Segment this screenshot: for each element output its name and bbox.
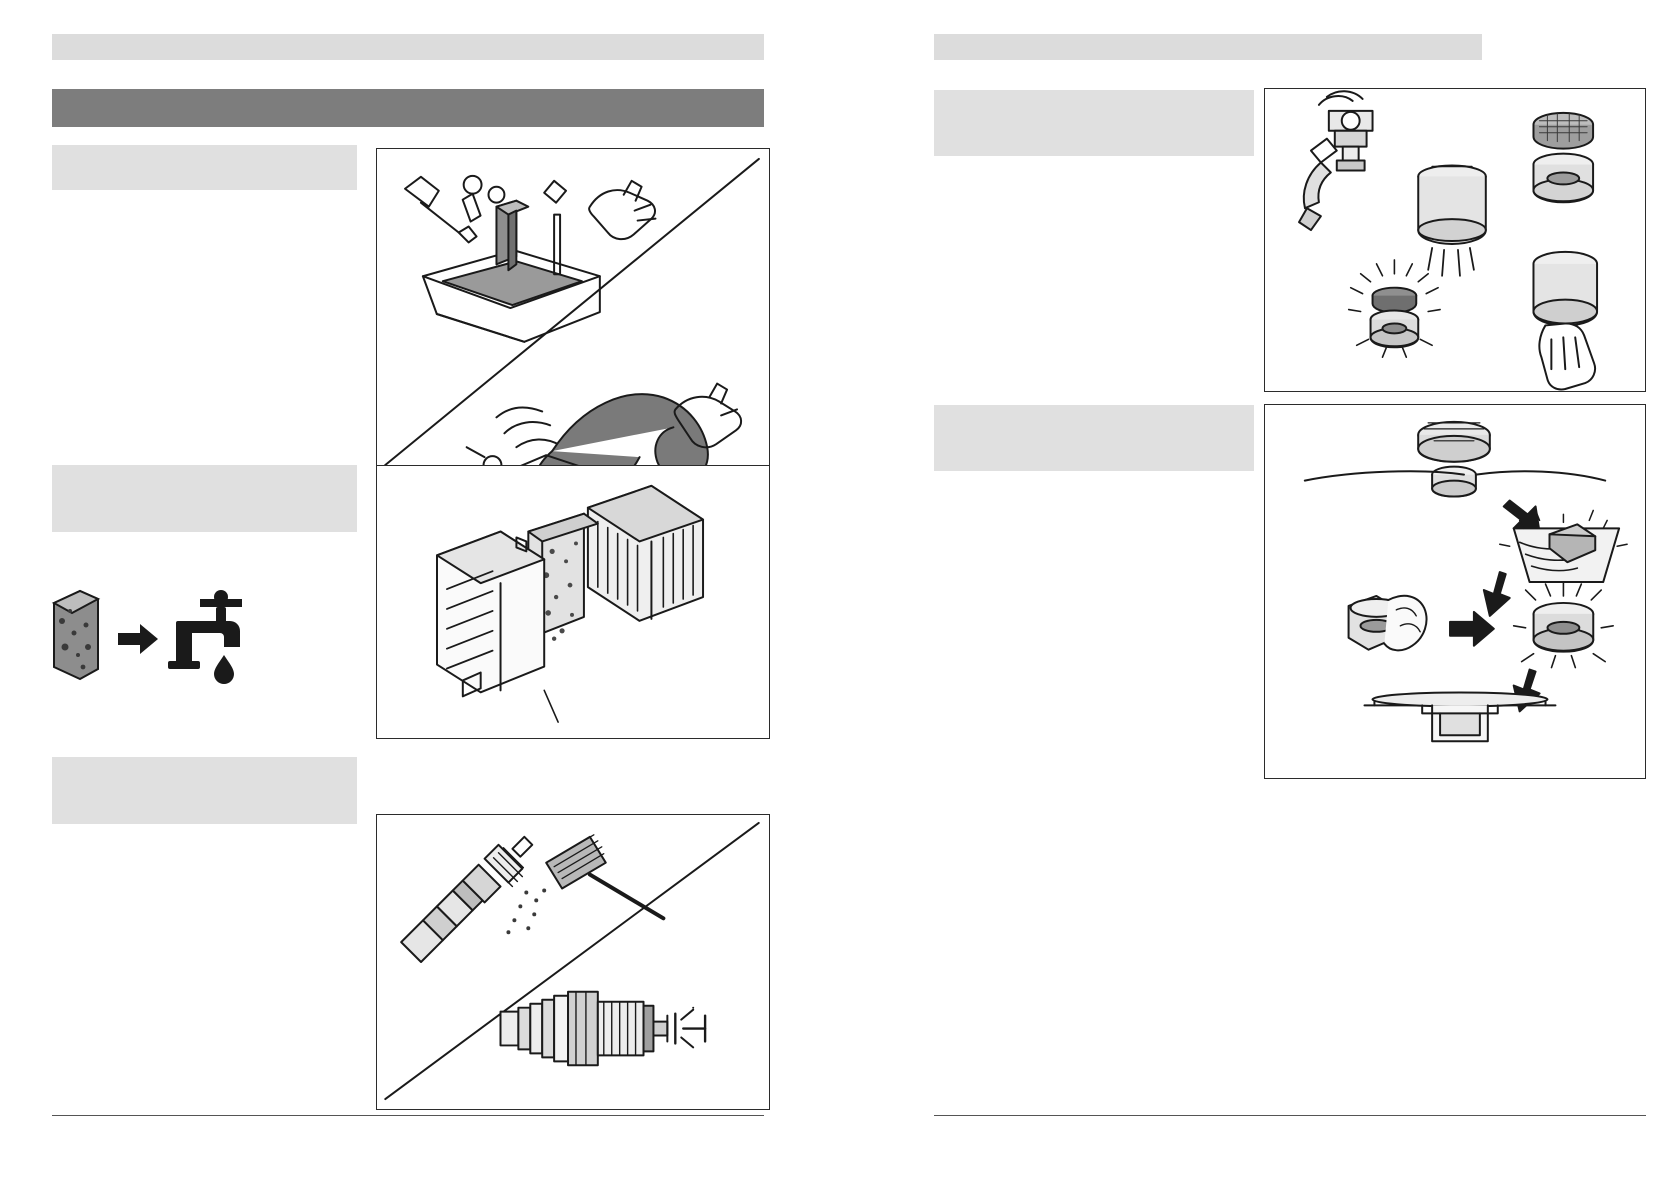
arrow-right-icon bbox=[118, 624, 158, 654]
left-step-1-label bbox=[52, 145, 357, 190]
right-section-banner bbox=[934, 34, 1482, 60]
water-drop-icon bbox=[214, 655, 234, 684]
right-footer-rule bbox=[934, 1115, 1646, 1116]
left-section-banner bbox=[52, 34, 764, 60]
left-step-3-label bbox=[52, 757, 357, 824]
right-step-1-label bbox=[934, 90, 1254, 156]
figure-air-filter-oil-bath bbox=[376, 148, 770, 481]
sponge-icon bbox=[54, 591, 98, 679]
sponge-wash-icon-group bbox=[48, 585, 288, 690]
right-column bbox=[839, 0, 1678, 1191]
faucet-icon bbox=[168, 590, 242, 669]
figure-air-filter-elements bbox=[376, 465, 770, 739]
left-chapter-title-banner bbox=[52, 89, 764, 127]
figure-spark-plug-service bbox=[376, 814, 770, 1110]
figure-fuel-cap-filter-clean bbox=[1264, 404, 1646, 779]
left-footer-rule bbox=[52, 1115, 764, 1116]
right-step-2-label bbox=[934, 405, 1254, 471]
figure-spark-arrester-service bbox=[1264, 88, 1646, 392]
left-step-2-label bbox=[52, 465, 357, 532]
